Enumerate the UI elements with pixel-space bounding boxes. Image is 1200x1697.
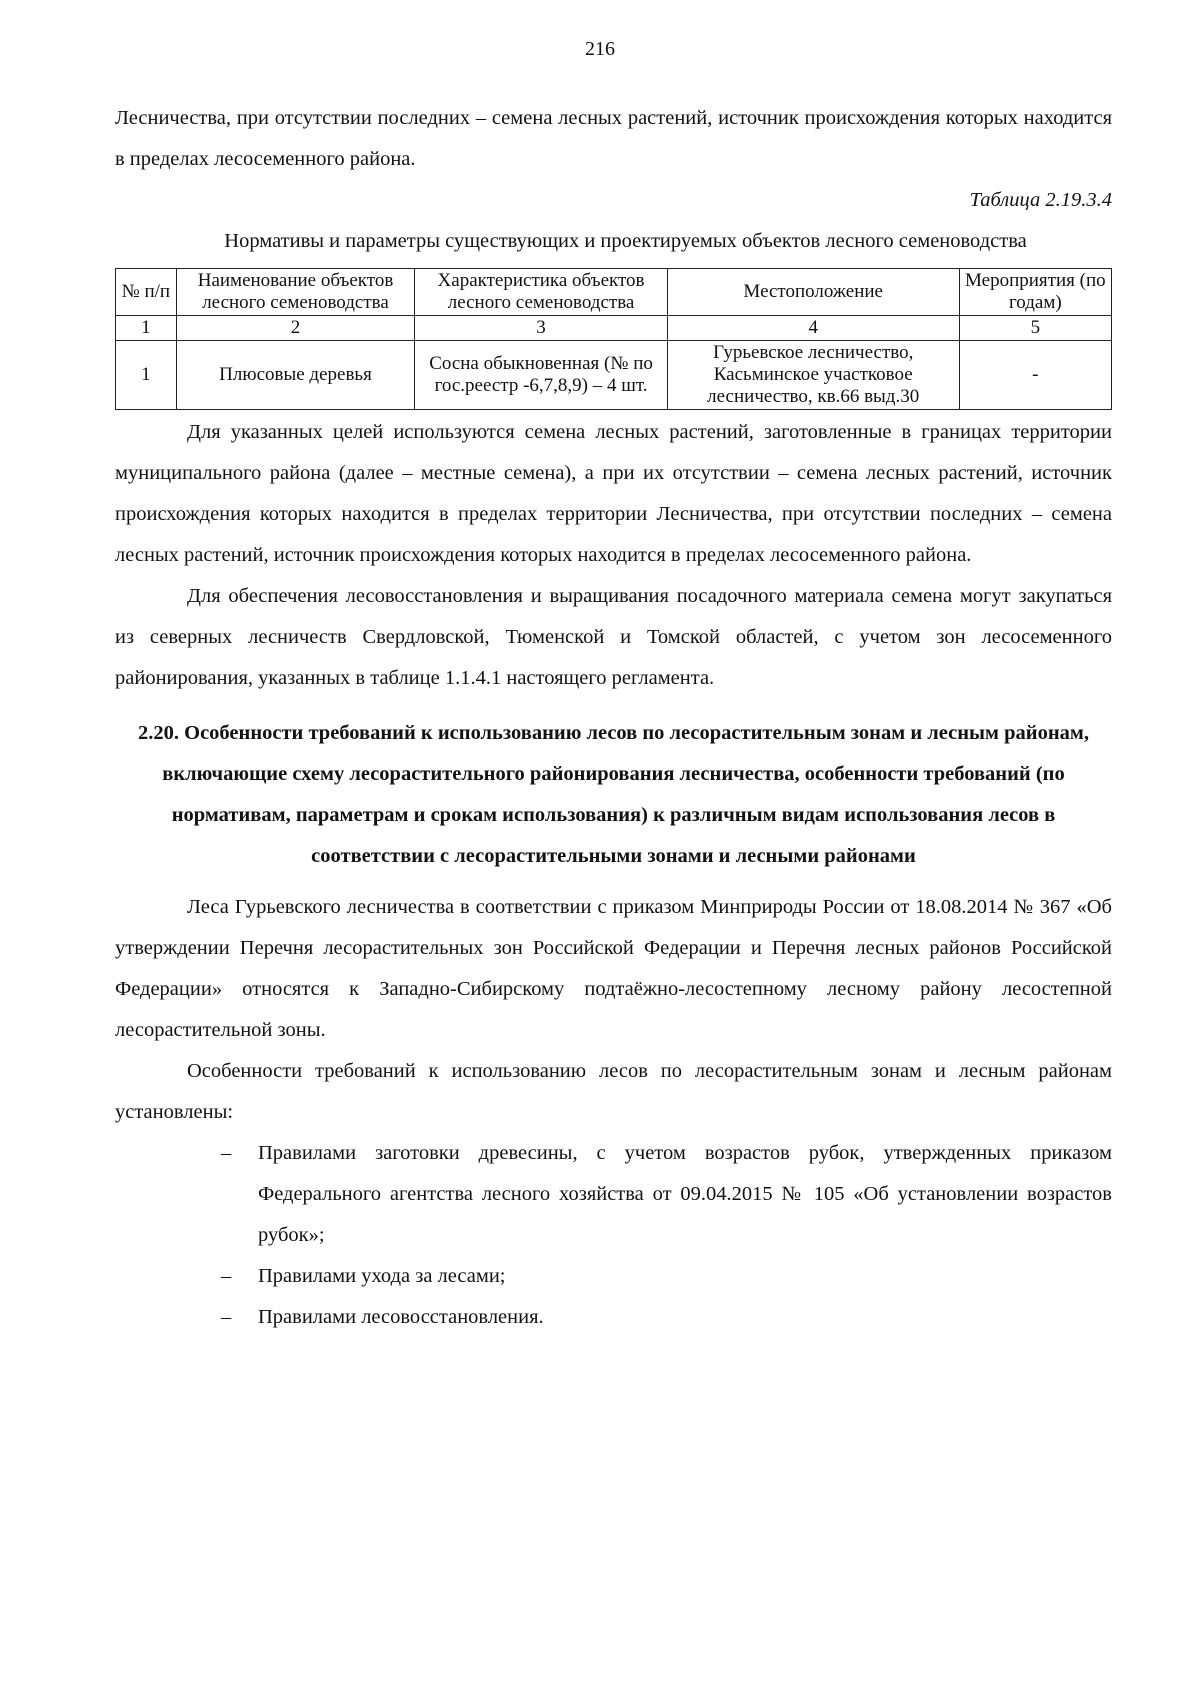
paragraph-forest-zones: Леса Гурьевского лесничества в соответствии с приказом Минприроды России от 18.08.2014 № 367 «Об утверждении Перечня лесорастительных зон Российской Федерации и Перечня лесных районов Российской Федерации» относятся к Западно-Сибирскому подтаёжно-лесостепному лесному району лесостепной лесорастительной зоны. <box>115 896 1112 1041</box>
table-header-row <box>116 269 1112 316</box>
column-number-cell: 4 <box>667 316 959 341</box>
seed-objects-table <box>115 268 1112 410</box>
list-dash-marker: – <box>221 1265 232 1287</box>
column-number-cell: 1 <box>116 316 177 341</box>
paragraph-continuation: Лесничества, при отсутствии последних – семена лесных растений, источник происхождения которых находится в пределах лесосеменного района. <box>115 107 1112 170</box>
table-title: Нормативы и параметры существующих и проектируемых объектов лесного семеноводства <box>224 230 1027 252</box>
section-heading-2-20: 2.20. Особенности требований к использованию лесов по лесорастительным зонам и лесным районам, включающие схему лесорастительного районирования лесничества, особенности требований (по нормативам, параметрам и срокам использования) к различным видам использования лесов в соответствии с лесорастительными зонами и лесными районами <box>138 722 1089 867</box>
table-cell-object-name: Плюсовые деревья <box>176 341 415 410</box>
table-caption: Таблица 2.19.3.4 <box>969 189 1112 211</box>
list-item-text: Правилами ухода за лесами; <box>258 1265 506 1287</box>
table-cell-number: 1 <box>116 341 177 410</box>
list-dash-marker: – <box>221 1142 232 1164</box>
column-number-cell: 2 <box>176 316 415 341</box>
list-item <box>115 1133 1112 1256</box>
header-cell-number: № п/п <box>116 269 177 316</box>
list-item <box>115 1256 1112 1297</box>
table-column-numbers-row <box>116 316 1112 341</box>
header-cell-location: Местоположение <box>667 269 959 316</box>
table-cell-activities: - <box>959 341 1111 410</box>
list-item <box>115 1297 1112 1338</box>
header-cell-activities: Мероприятия (по годам) <box>959 269 1111 316</box>
paragraph-local-seeds: Для указанных целей используются семена лесных растений, заготовленные в границах территории муниципального района (далее – местные семена), а при их отсутствии – семена лесных растений, источник происхождения которых находится в пределах территории Лесничества, при отсутствии последних – семена лесных растений, источник происхождения которых находится в пределах лесосеменного района. <box>115 421 1112 566</box>
list-item-text: Правилами лесовосстановления. <box>258 1306 544 1328</box>
list-dash-marker: – <box>221 1306 232 1328</box>
table-cell-location: Гурьевское лесничество, Касьминское участковое лесничество, кв.66 выд.30 <box>667 341 959 410</box>
rules-list <box>115 1133 1112 1338</box>
document-page <box>115 0 1112 1338</box>
paragraph-seed-purchase: Для обеспечения лесовосстановления и выращивания посадочного материала семена могут закупаться из северных лесничеств Свердловской, Тюменской и Томской областей, с учетом зон лесосеменного районирования, указанных в таблице 1.1.4.1 настоящего регламента. <box>115 585 1112 689</box>
page-number: 216 <box>585 38 615 60</box>
table-row <box>116 341 1112 410</box>
paragraph-requirements-intro: Особенности требований к использованию лесов по лесорастительным зонам и лесным районам установлены: <box>115 1060 1112 1123</box>
header-cell-characteristics: Характеристика объектов лесного семеноводства <box>415 269 667 316</box>
list-item-text: Правилами заготовки древесины, с учетом возрастов рубок, утвержденных приказом Федерального агентства лесного хозяйства от 09.04.2015 № 105 «Об установлении возрастов рубок»; <box>258 1142 1112 1246</box>
column-number-cell: 5 <box>959 316 1111 341</box>
header-cell-object-name: Наименование объектов лесного семеноводства <box>176 269 415 316</box>
table-cell-characteristics: Сосна обыкновенная (№ по гос.реестр -6,7,8,9) – 4 шт. <box>415 341 667 410</box>
column-number-cell: 3 <box>415 316 667 341</box>
